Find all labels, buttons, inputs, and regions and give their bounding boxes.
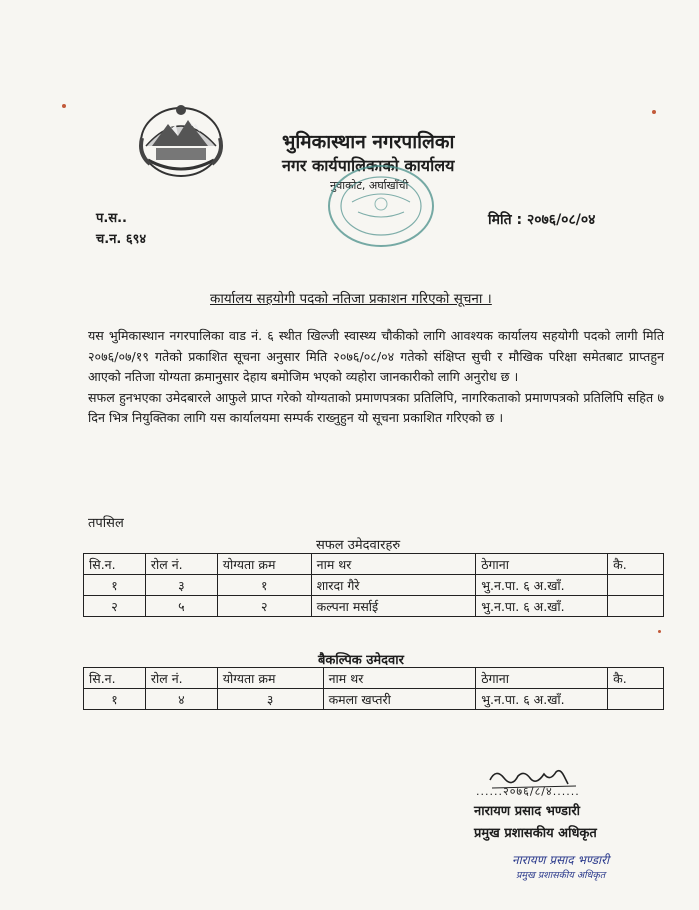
col-roll: रोल नं. <box>145 668 217 689</box>
nepal-emblem-logo <box>138 98 224 180</box>
stamp-signatory-title: प्रमुख प्रशासकीय अधिकृत <box>516 870 606 881</box>
cell-serial: १ <box>84 689 146 710</box>
col-name: नाम थर <box>323 668 476 689</box>
col-serial: सि.न. <box>84 554 146 575</box>
cell-name: कल्पना मर्साई <box>311 596 476 617</box>
successful-table-caption: सफल उमेदवारहरु <box>316 538 401 553</box>
paper-speck <box>62 104 66 108</box>
cell-address: भु.न.पा. ६ अ.खाँ. <box>476 596 608 617</box>
col-address: ठेगाना <box>476 554 608 575</box>
cell-serial: २ <box>84 596 146 617</box>
signatory-title: प्रमुख प्रशासकीय अधिकृत <box>474 826 597 841</box>
cell-remarks <box>608 596 664 617</box>
notice-body <box>88 326 664 429</box>
table-row <box>84 575 664 596</box>
cell-serial: १ <box>84 575 146 596</box>
signatory-name: नारायण प्रसाद भण्डारी <box>474 804 581 819</box>
cell-remarks <box>608 575 664 596</box>
table-row <box>84 596 664 617</box>
cell-merit: ३ <box>217 689 323 710</box>
tapasil-label: तपसिल <box>88 516 124 531</box>
cell-roll: ५ <box>145 596 217 617</box>
cell-merit: २ <box>217 596 311 617</box>
alternate-table-caption: बैकल्पिक उमेदवार <box>318 653 404 668</box>
reference-cha-na: च.न. ६९४ <box>96 232 147 247</box>
body-paragraph-1: यस भुमिकास्थान नगरपालिका वाड नं. ६ स्थीत खिल्जी स्वास्थ्य चौकीको लागि आवश्यक कार्यालय सहयोगी पदको लागी मिति २०७६/०७/१९ गतेको प्रकाशित सूचना अनुसार मिति २०७६/०८/०४ गतेको संक्षिप्त सुची र मौखिक परिक्षा समेतबाट प्राप्तहुन आएको नतिजा योग्यता क्रमानुसार देहाय बमोजिम भएको व्यहोरा जानकारीको लागि अनुरोध छ । <box>88 328 664 384</box>
paper-speck <box>658 630 661 633</box>
paper-speck <box>652 110 656 114</box>
col-address: ठेगाना <box>476 668 608 689</box>
cell-address: भु.न.पा. ६ अ.खाँ. <box>476 689 608 710</box>
table-header-row <box>84 554 664 575</box>
signature-date-line: ......२०७६/८/४...... <box>476 785 580 798</box>
reference-pa-sa: प.स.. <box>96 211 127 226</box>
col-name: नाम थर <box>311 554 476 575</box>
col-remarks: कै. <box>608 668 664 689</box>
col-serial: सि.न. <box>84 668 146 689</box>
stamp-signatory-name: नारायण प्रसाद भण्डारी <box>512 853 610 867</box>
table-header-row <box>84 668 664 689</box>
cell-remarks <box>608 689 664 710</box>
cell-address: भु.न.पा. ६ अ.खाँ. <box>476 575 608 596</box>
cell-roll: ३ <box>145 575 217 596</box>
cell-roll: ४ <box>145 689 217 710</box>
col-merit: योग्यता क्रम <box>217 668 323 689</box>
alternate-candidates-table <box>83 667 664 710</box>
body-paragraph-2: सफल हुनभएका उमेदबारले आफुले प्राप्त गरेको योग्यताको प्रमाणपत्रका प्रतिलिपि, नागरिकताको प्रमाणपत्रको प्रतिलिपि सहित ७ दिन भित्र नियुक्तिका लागि यस कार्यालयमा सम्पर्क राख्नुहुन यो सूचना प्रकाशित गरिएको छ । <box>88 389 664 425</box>
office-name: नगर कार्यपालिकाको कार्यालय <box>282 156 455 175</box>
office-location: नुवाकोट, अर्घाखाँची <box>330 179 409 192</box>
cell-merit: १ <box>217 575 311 596</box>
cell-name: शारदा गैरे <box>311 575 476 596</box>
notice-date: मिति : २०७६/०८/०४ <box>488 212 596 228</box>
col-merit: योग्यता क्रम <box>217 554 311 575</box>
cell-name: कमला खप्तरी <box>323 689 476 710</box>
col-roll: रोल नं. <box>145 554 217 575</box>
table-row <box>84 689 664 710</box>
successful-candidates-table <box>83 553 664 617</box>
col-remarks: कै. <box>608 554 664 575</box>
notice-subject: कार्यालय सहयोगी पदको नतिजा प्रकाशन गरिएको सूचना । <box>210 291 492 307</box>
organization-name: भुमिकास्थान नगरपालिका <box>282 131 455 153</box>
office-round-stamp <box>322 156 440 256</box>
